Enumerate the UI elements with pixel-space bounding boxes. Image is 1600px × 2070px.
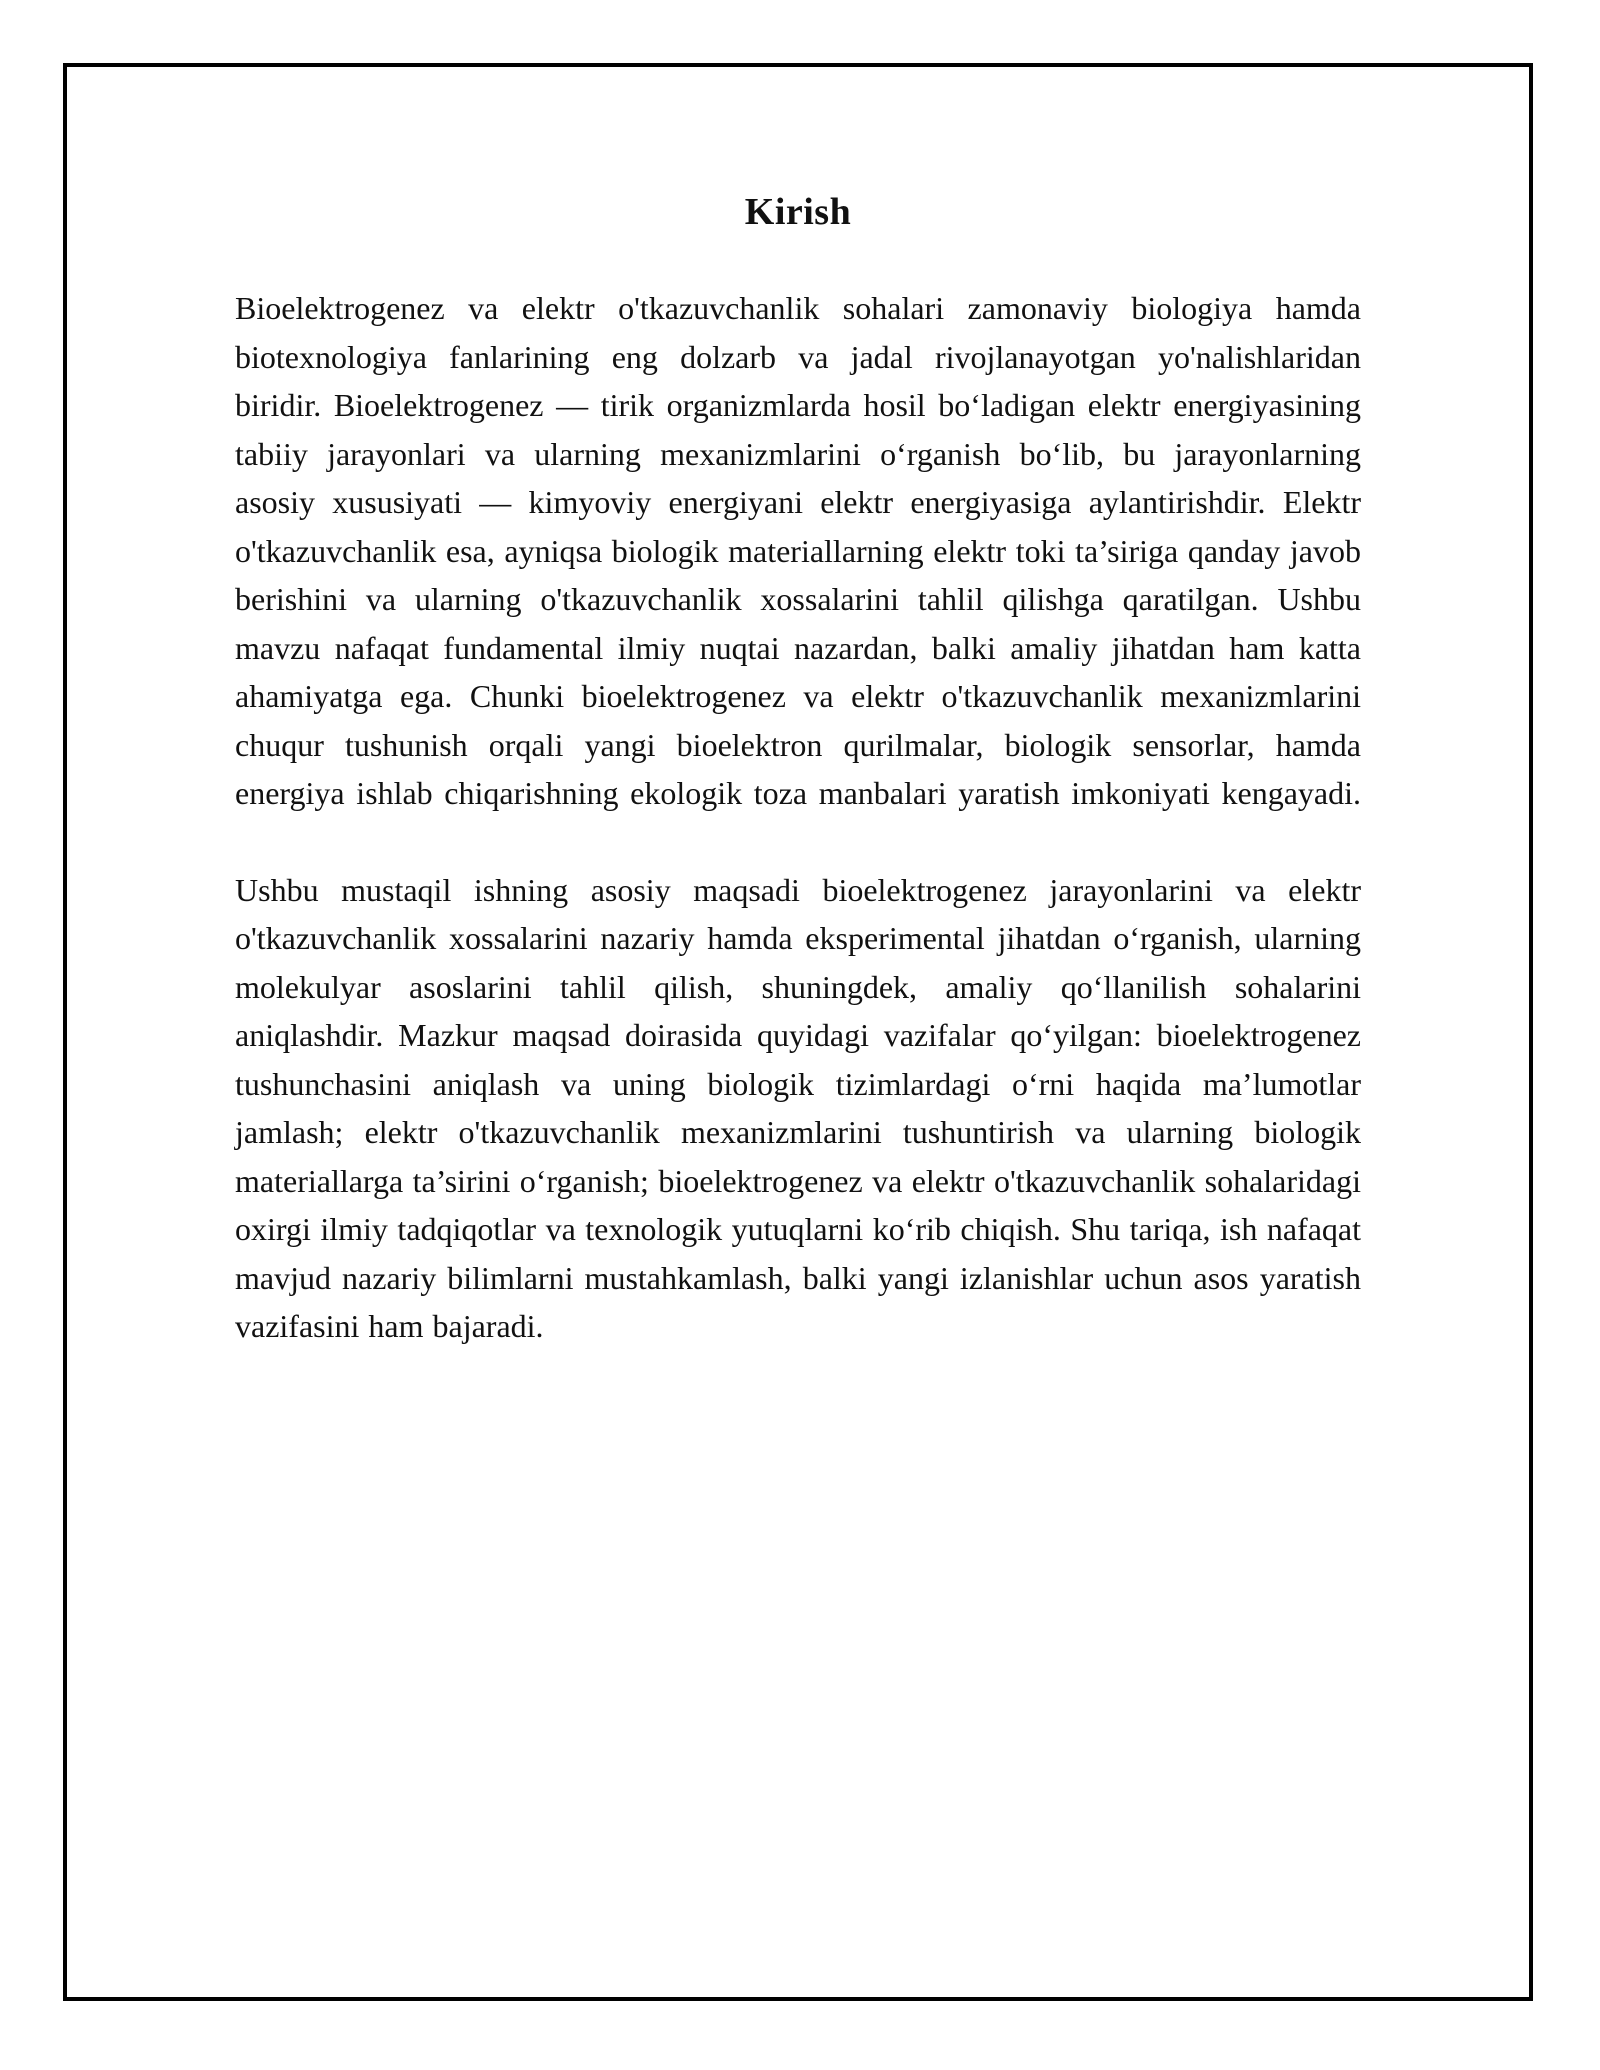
document-body — [235, 190, 1361, 1351]
page-title: Kirish — [744, 191, 852, 233]
paragraph-objectives: Ushbu mustaqil ishning asosiy maqsadi bioelektrogenez jarayonlarini va elektr o'tkazuvchanlik xossalarini nazariy hamda eksperimental jihatdan o‘rganish, ularning molekulyar asoslarini tahlil qilish, shuningdek, amaliy qo‘llanilish sohalarini aniqlashdir. Mazkur maqsad doirasida quyidagi vazifalar qo‘yilgan: bioelektrogenez tushunchasini aniqlash va uning biologik tizimlardagi o‘rni haqida ma’lumotlar jamlash; elektr o'tkazuvchanlik mexanizmlarini tushuntirish va ularning biologik materiallarga ta’sirini o‘rganish; bioelektrogenez va elektr o'tkazuvchanlik sohalaridagi oxirgi ilmiy tadqiqotlar va texnologik yutuqlarni ko‘rib chiqish. Shu tariqa, ish nafaqat mavjud nazariy bilimlarni mustahkamlash, balki yangi izlanishlar uchun asos yaratish vazifasini ham bajaradi. — [235, 871, 1361, 1344]
paragraph-introduction: Bioelektrogenez va elektr o'tkazuvchanlik sohalari zamonaviy biologiya hamda biotexnologiya fanlarining eng dolzarb va jadal rivojlanayotgan yo'nalishlaridan biridir. Bioelektrogenez — tirik organizmlarda hosil bo‘ladigan elektr energiyasining tabiiy jarayonlari va ularning mexanizmlarini o‘rganish bo‘lib, bu jarayonlarning asosiy xususiyati — kimyoviy energiyani elektr energiyasiga aylantirishdir. Elektr o'tkazuvchanlik esa, ayniqsa biologik materiallarning elektr toki ta’siriga qanday javob berishini va ularning o'tkazuvchanlik xossalarini tahlil qilishga qaratilgan. Ushbu mavzu nafaqat fundamental ilmiy nuqtai nazardan, balki amaliy jihatdan ham katta ahamiyatga ega. Chunki bioelektrogenez va elektr o'tkazuvchanlik mexanizmlarini chuqur tushunish orqali yangi bioelektron qurilmalar, biologik sensorlar, hamda energiya ishlab chiqarishning ekologik toza manbalari yaratish imkoniyati kengayadi. — [235, 290, 1361, 811]
